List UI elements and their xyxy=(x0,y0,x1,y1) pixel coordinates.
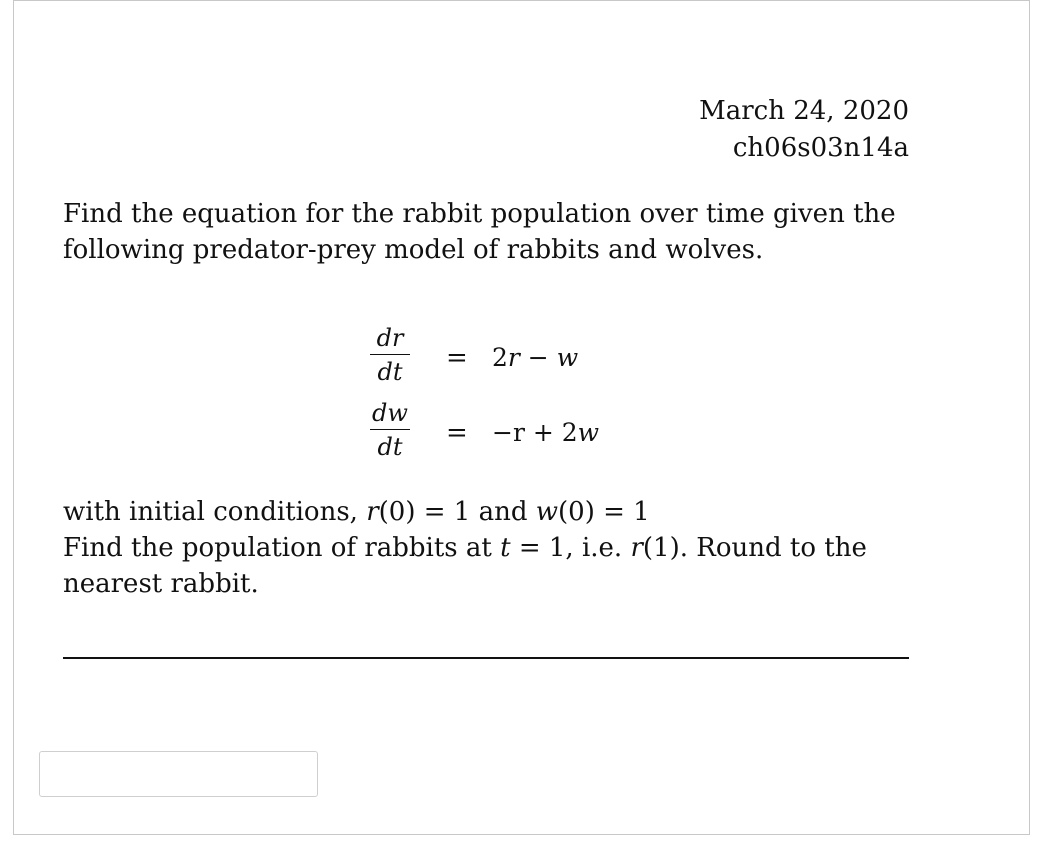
conditions-prefix: with initial conditions, xyxy=(63,497,367,527)
question-prefix: Find the population of rabbits at xyxy=(63,533,501,563)
problem-code: ch06s03n14a xyxy=(732,133,909,163)
fraction-numerator: dr xyxy=(376,324,404,352)
fraction-bar xyxy=(370,354,410,355)
equation-rhs xyxy=(492,418,599,447)
header xyxy=(699,93,909,167)
fraction-dw-dt xyxy=(370,398,410,462)
equals-sign: = xyxy=(446,343,468,373)
problem-question xyxy=(63,494,913,602)
rhs-variable: w xyxy=(577,418,600,447)
answer-input[interactable] xyxy=(39,751,318,797)
condition-w-rest: (0) = 1 xyxy=(558,497,650,527)
divider-rule xyxy=(63,657,909,659)
equation-dr-dt xyxy=(0,323,1056,403)
question-mid: = 1, i.e. xyxy=(510,533,631,563)
intro-line-1: Find the equation for the rabbit population over time given the xyxy=(63,199,896,229)
var-t: t xyxy=(500,533,511,563)
equals-sign: = xyxy=(446,418,468,448)
problem-intro xyxy=(63,196,913,268)
equation-rhs xyxy=(492,343,578,372)
var-r: r xyxy=(630,533,643,563)
condition-r-rest: (0) = 1 and xyxy=(378,497,536,527)
question-line-2: nearest rabbit. xyxy=(63,569,259,599)
question-rest: (1). Round to the xyxy=(642,533,867,563)
fraction-bar xyxy=(370,429,410,430)
var-w: w xyxy=(535,497,559,527)
date-text: March 24, 2020 xyxy=(699,96,909,126)
intro-line-2: following predator-prey model of rabbits and wolves. xyxy=(63,235,764,265)
fraction-denominator: dt xyxy=(377,358,403,386)
rhs-coefficient: 2 xyxy=(492,343,508,372)
fraction-numerator: dw xyxy=(372,399,408,427)
fraction-dr-dt xyxy=(370,323,410,387)
question-line-1 xyxy=(63,530,913,566)
rhs-terms: r − w xyxy=(507,343,579,372)
var-r: r xyxy=(366,497,379,527)
rhs-terms: −r + 2 xyxy=(492,418,578,447)
fraction-denominator: dt xyxy=(377,433,403,461)
equation-dw-dt xyxy=(0,398,1056,478)
initial-conditions xyxy=(63,494,913,530)
